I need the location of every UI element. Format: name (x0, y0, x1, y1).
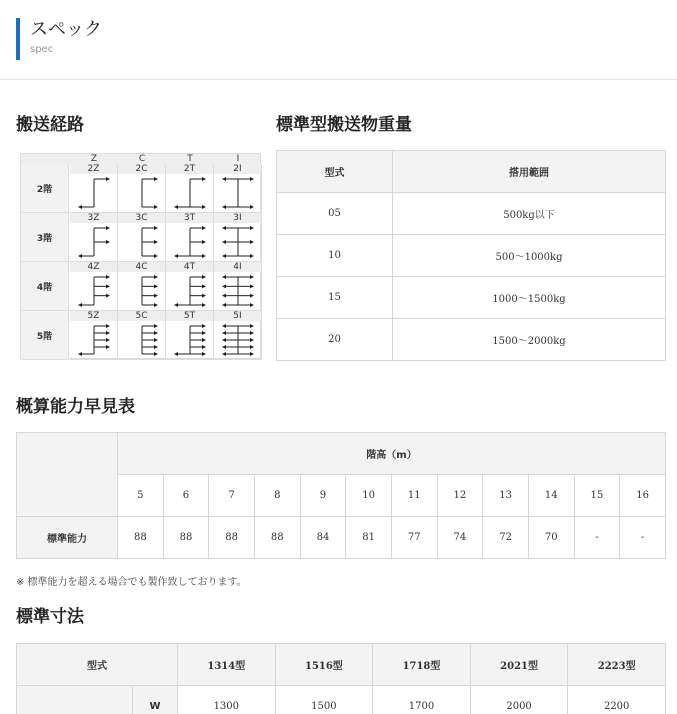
capacity-height: 6 (163, 475, 209, 517)
route-cell (166, 164, 214, 213)
route-code: 3I (214, 213, 261, 223)
route-code: 2T (166, 164, 213, 174)
route-path-icon (70, 321, 117, 359)
route-code: 4Z (70, 262, 117, 272)
weight-col-range: 搭用範囲 (393, 151, 666, 193)
capacity-height: 15 (574, 475, 620, 517)
route-cell (214, 164, 262, 213)
weight-type: 10 (277, 235, 393, 277)
capacity-height-header: 階高（m） (118, 433, 666, 475)
route-cell (166, 213, 214, 262)
route-code: 2I (214, 164, 261, 174)
capacity-height: 11 (391, 475, 437, 517)
route-path-icon (166, 223, 213, 261)
weight-type: 05 (277, 193, 393, 235)
route-col-z: Z (90, 154, 98, 164)
table-row (277, 277, 666, 319)
route-code: 4C (118, 262, 165, 272)
route-col-c: C (138, 154, 146, 164)
dimensions-table (16, 643, 666, 714)
dimensions-values-row (17, 686, 666, 714)
capacity-value: 77 (391, 517, 437, 559)
route-cell (118, 262, 166, 311)
page-header (16, 18, 102, 60)
capacity-height: 9 (300, 475, 346, 517)
route-path-icon (70, 223, 117, 261)
route-cell (70, 262, 118, 311)
weight-range: 500kg以下 (393, 193, 666, 235)
route-path-icon (118, 174, 165, 212)
route-row (21, 164, 260, 213)
route-row-label: 5階 (21, 311, 69, 360)
capacity-corner (17, 433, 118, 517)
route-code: 3Z (70, 213, 117, 223)
capacity-value: - (574, 517, 620, 559)
route-cell (70, 311, 118, 360)
weight-type: 15 (277, 277, 393, 319)
route-cell (214, 262, 262, 311)
dimensions-model: 2223型 (568, 644, 666, 686)
page-subtitle: spec (30, 44, 54, 55)
weight-range: 500～1000kg (393, 235, 666, 277)
route-row (21, 311, 260, 360)
route-code: 3C (118, 213, 165, 223)
route-code: 4T (166, 262, 213, 272)
weight-table (276, 150, 666, 361)
dimensions-value: 1300 (178, 686, 276, 714)
route-cell (70, 213, 118, 262)
capacity-value: 74 (437, 517, 483, 559)
route-path-icon (166, 321, 213, 359)
route-code: 5C (118, 311, 165, 321)
capacity-value: 81 (346, 517, 392, 559)
capacity-height: 13 (483, 475, 529, 517)
weight-type: 20 (277, 319, 393, 361)
weight-col-type: 型式 (277, 151, 393, 193)
weight-range: 1000～1500kg (393, 277, 666, 319)
capacity-value: 88 (118, 517, 164, 559)
capacity-value: 88 (254, 517, 300, 559)
route-path-icon (70, 272, 117, 310)
capacity-values-row (17, 517, 666, 559)
dimensions-corner (17, 686, 133, 714)
route-code: 2C (118, 164, 165, 174)
capacity-value: 84 (300, 517, 346, 559)
dimensions-model: 2021型 (470, 644, 568, 686)
route-cell (214, 311, 262, 360)
route-col-t: T (187, 154, 193, 164)
dimensions-model: 1314型 (178, 644, 276, 686)
route-row-label: 3階 (21, 213, 69, 262)
capacity-heading: 概算能力早見表 (16, 397, 135, 417)
capacity-value: 88 (163, 517, 209, 559)
route-cell (166, 262, 214, 311)
route-diagram (20, 153, 261, 359)
route-row (21, 262, 260, 311)
capacity-height: 14 (528, 475, 574, 517)
table-row (277, 193, 666, 235)
route-code: 5T (166, 311, 213, 321)
capacity-note: ※ 標準能力を超える場合でも製作致しております。 (16, 577, 247, 588)
route-cell (166, 311, 214, 360)
dimensions-header-row (17, 644, 666, 686)
route-path-icon (214, 174, 261, 212)
route-code: 5I (214, 311, 261, 321)
weight-header-row (277, 151, 666, 193)
dimensions-model: 1718型 (373, 644, 471, 686)
page-title: スペック (30, 19, 102, 40)
route-cell (70, 164, 118, 213)
route-cell (118, 164, 166, 213)
capacity-value: 70 (528, 517, 574, 559)
capacity-header-row (17, 433, 666, 475)
route-code: 2Z (70, 164, 117, 174)
route-path-icon (118, 223, 165, 261)
route-path-icon (118, 321, 165, 359)
route-code: 5Z (70, 311, 117, 321)
route-cell (214, 213, 262, 262)
dimensions-value: 1500 (275, 686, 373, 714)
route-code: 3T (166, 213, 213, 223)
capacity-row-label: 標準能力 (17, 517, 118, 559)
route-path-icon (214, 272, 261, 310)
route-column-header (21, 154, 260, 164)
dimensions-value: 2200 (568, 686, 666, 714)
dimensions-value: 1700 (373, 686, 471, 714)
route-path-icon (166, 272, 213, 310)
capacity-height: 12 (437, 475, 483, 517)
dimensions-col-type: 型式 (17, 644, 178, 686)
route-path-icon (118, 272, 165, 310)
weight-range: 1500～2000kg (393, 319, 666, 361)
capacity-height: 16 (620, 475, 666, 517)
route-cell (118, 311, 166, 360)
capacity-table (16, 432, 666, 559)
capacity-height: 5 (118, 475, 164, 517)
dimensions-heading: 標準寸法 (16, 607, 84, 627)
route-path-icon (166, 174, 213, 212)
route-row-label: 2階 (21, 164, 69, 213)
dimensions-row-label: W (133, 686, 178, 714)
capacity-height: 7 (209, 475, 255, 517)
table-row (277, 235, 666, 277)
route-path-icon (214, 223, 261, 261)
capacity-value: 72 (483, 517, 529, 559)
route-path-icon (70, 174, 117, 212)
capacity-value: 88 (209, 517, 255, 559)
route-row-label: 4階 (21, 262, 69, 311)
weight-heading: 標準型搬送物重量 (276, 115, 412, 135)
route-cell (118, 213, 166, 262)
capacity-height: 10 (346, 475, 392, 517)
route-path-icon (214, 321, 261, 359)
header-divider (0, 79, 677, 80)
route-heading: 搬送経路 (16, 115, 84, 135)
route-row (21, 213, 260, 262)
dimensions-value: 2000 (470, 686, 568, 714)
table-row (277, 319, 666, 361)
capacity-height: 8 (254, 475, 300, 517)
capacity-value: - (620, 517, 666, 559)
route-col-i: I (236, 154, 240, 164)
dimensions-model: 1516型 (275, 644, 373, 686)
route-code: 4I (214, 262, 261, 272)
